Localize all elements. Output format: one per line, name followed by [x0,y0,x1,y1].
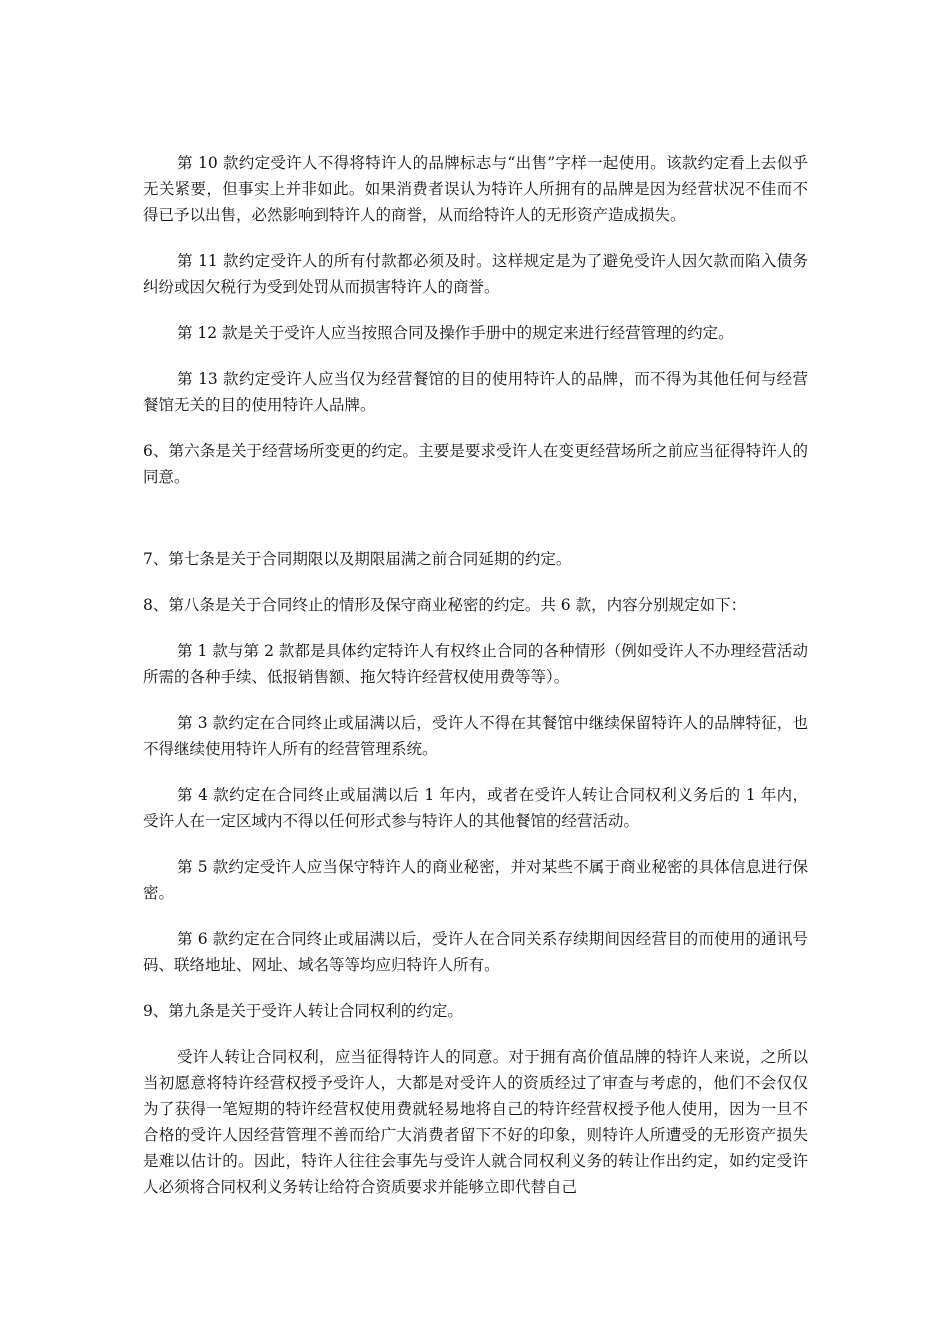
document-body [143,150,808,1200]
paragraph-clause-11: 第 11 款约定受许人的所有付款都必须及时。这样规定是为了避免受许人因欠款而陷入债务纠纷或因欠税行为受到处罚从而损害特许人的商誉。 [143,252,808,296]
paragraph-article-8: 8、第八条是关于合同终止的情形及保守商业秘密的约定。共 6 款，内容分别规定如下： [143,596,747,614]
paragraph-clause-8-3: 第 3 款约定在合同终止或届满以后，受许人不得在其餐馆中继续保留特许人的品牌特征，也不得继续使用特许人所有的经营管理系统。 [143,714,808,758]
paragraph-clause-8-6: 第 6 款约定在合同终止或届满以后，受许人在合同关系存续期间因经营目的而使用的通讯号码、联络地址、网址、域名等等均应归特许人所有。 [143,930,808,974]
paragraph-clause-8-4: 第 4 款约定在合同终止或届满以后 1 年内，或者在受许人转让合同权利义务后的 1 年内，受许人在一定区域内不得以任何形式参与特许人的其他餐馆的经营活动。 [143,786,808,830]
paragraph-article-7: 7、第七条是关于合同期限以及期限届满之前合同延期的约定。 [143,550,572,568]
paragraph-clause-12: 第 12 款是关于受许人应当按照合同及操作手册中的规定来进行经营管理的约定。 [177,324,734,342]
paragraph-clause-8-1-2: 第 1 款与第 2 款都是具体约定特许人有权终止合同的各种情形（例如受许人不办理经营活动所需的各种手续、低报销售额、拖欠特许经营权使用费等等）。 [143,642,808,686]
paragraph-clause-13: 第 13 款约定受许人应当仅为经营餐馆的目的使用特许人的品牌，而不得为其他任何与经营餐馆无关的目的使用特许人品牌。 [143,370,808,414]
paragraph-article-9: 9、第九条是关于受许人转让合同权利的约定。 [143,1002,463,1020]
paragraph-article-6: 6、第六条是关于经营场所变更的约定。主要是要求受许人在变更经营场所之前应当征得特许人的同意。 [143,442,808,486]
paragraph-article-9-body: 受许人转让合同权利，应当征得特许人的同意。对于拥有高价值品牌的特许人来说，之所以当初愿意将特许经营权授予受许人，大都是对受许人的资质经过了审查与考虑的，他们不会仅仅为了获得一笔短期的特许经营权使用费就轻易地将自己的特许经营权授予他人使用，因为一旦不合格的受许人因经营管理不善而给广大消费者留下不好的印象，则特许人所遭受的无形资产损失是难以估计的。因此，特许人往往会事先与受许人就合同权利义务的转让作出约定，如约定受许人必须将合同权利义务转让给符合资质要求并能够立即代替自己 [143,1048,808,1196]
paragraph-clause-8-5: 第 5 款约定受许人应当保守特许人的商业秘密，并对某些不属于商业秘密的具体信息进行保密。 [143,858,808,902]
paragraph-clause-10: 第 10 款约定受许人不得将特许人的品牌标志与“出售”字样一起使用。该款约定看上去似乎无关紧要，但事实上并非如此。如果消费者误认为特许人所拥有的品牌是因为经营状况不佳而不得已予以出售，必然影响到特许人的商誉，从而给特许人的无形资产造成损失。 [143,154,808,224]
